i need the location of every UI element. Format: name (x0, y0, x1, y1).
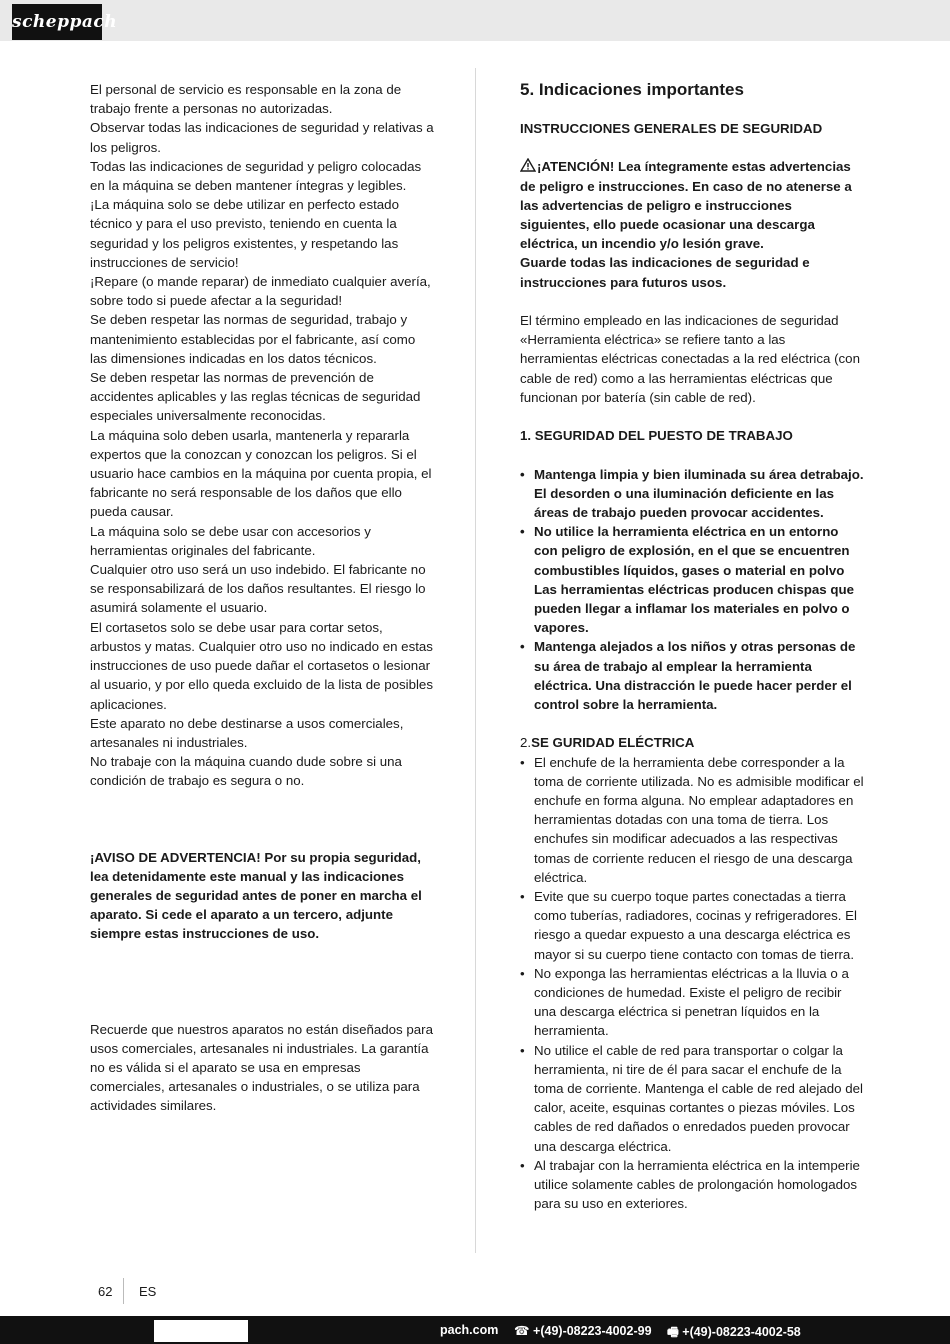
page-number: 62 (98, 1284, 113, 1299)
paragraph: Observar todas las indicaciones de seguridad y relativas a los peligros. (90, 120, 434, 155)
list-item (520, 887, 865, 964)
bullet-icon: • (520, 1042, 525, 1058)
warning-triangle-icon (520, 158, 536, 172)
list-item (520, 522, 865, 637)
spacer (90, 944, 435, 1001)
paragraph: Se deben respetar las normas de seguridad, trabajo y mantenimiento establecidas por el fabricante, así como las dimensiones indicadas en los datos técnicos. (90, 312, 416, 366)
phone-number: ☎ +(49)-08223-4002-99 (514, 1324, 652, 1338)
bullet-icon: • (520, 1157, 525, 1173)
attention-notice (520, 157, 865, 253)
paragraph: La máquina solo se debe usar con accesorios y herramientas originales del fabricante. (90, 523, 371, 558)
bullet-icon: • (520, 965, 525, 981)
commercial-use-notice: Recuerde que nuestros aparatos no están diseñados para usos comerciales, artesanales ni industriales. La garantía no es válida si el aparato se usa en empresas comerciales, artesanales o industriales, o se utiliza para actividades similares. (90, 1021, 433, 1114)
list-item (520, 964, 865, 1041)
paragraph: Todas las indicaciones de seguridad y peligro colocadas en la máquina se deben mantener íntegras y legibles. (90, 158, 422, 194)
spacer (90, 791, 435, 848)
section-title: 5. Indicaciones importantes (520, 80, 744, 99)
spacer (520, 445, 865, 464)
website-link[interactable]: pach.com (440, 1323, 499, 1337)
fax-number: 🖷 +(49)-08223-4002-58 (667, 1325, 801, 1339)
electrical-safety-heading (520, 733, 865, 752)
general-safety-heading: INSTRUCCIONES GENERALES DE SEGURIDAD (520, 121, 823, 136)
bullet-icon: • (520, 754, 525, 770)
workplace-safety-heading: 1. SEGURIDAD DEL PUESTO DE TRABAJO (520, 428, 793, 444)
bullet-icon: • (520, 889, 525, 905)
scheppach-logo: scheppach (12, 4, 102, 40)
list-item-text: Evite que su cuerpo toque partes conectadas a tierra como tuberías, radiadores, cocinas y refrigeradores. El riesgo a quedar expuesto a una descarga eléctrica es mayor si su cuerpo tiene contacto con tomas de tierra. (534, 889, 857, 962)
column-divider (475, 68, 476, 1253)
keep-instructions-notice: Guarde todas las indicaciones de seguridad e instrucciones para futuros usos. (520, 255, 810, 290)
header-bar (0, 0, 950, 41)
language-code: ES (139, 1284, 157, 1299)
spacer (520, 292, 865, 311)
bullet-icon: • (520, 524, 525, 540)
heading-number: 2. (520, 735, 532, 751)
term-definition: El término empleado en las indicaciones de seguridad «Herramienta eléctrica» se refiere tanto a las herramientas eléctricas conectadas a la red eléctrica (con cable de red) como a las herramientas eléctricas que funcionan por batería (sin cable de red). (520, 313, 860, 405)
spacer (520, 714, 865, 733)
spacer (520, 407, 865, 426)
paragraph: ¡La máquina solo se debe utilizar en perfecto estado técnico y para el uso previsto, teniendo en cuenta la seguridad y los peligros existentes, y respetando las instrucciones de servicio! (90, 197, 399, 270)
paragraph: El cortasetos solo se debe usar para cortar setos, arbustos y matas. Cualquier otro uso no indicado en estas instrucciones de uso puede dañar el cortasetos o lesionar al usuario, y por ello queda excluido de la lista de posibles aplicaciones. (90, 619, 433, 712)
bullet-icon: • (520, 639, 525, 655)
paragraph: ¡Repare (o mande reparar) de inmediato cualquier avería, sobre todo si puede afectar a la seguridad! (90, 274, 431, 309)
list-item (520, 1156, 865, 1214)
right-column (520, 80, 865, 1214)
warning-notice: ¡AVISO DE ADVERTENCIA! Por su propia seguridad, lea detenidamente este manual y las indicaciones generales de seguridad antes de poner en marcha el aparato. Si cede el aparato a un tercero, adjunte siempre estas instrucciones de uso. (90, 849, 422, 942)
list-item-text: Mantenga limpia y bien iluminada su área detrabajo. El desorden o una iluminación deficiente en las áreas de trabajo pueden provocar accidentes. (534, 466, 864, 520)
list-item-text: Mantenga alejados a los niños y otras personas de su área de trabajo al emplear la herramienta eléctrica. Una distracción le puede hacer perder el control sobre la herramienta. (534, 639, 856, 713)
left-column (90, 80, 435, 1116)
spacer (520, 138, 865, 157)
attention-text: ¡ATENCIÓN! Lea íntegramente estas advertencias de peligro e instrucciones. En caso de no atenerse a las advertencias de peligro e instrucciones siguientes, ello puede ocasionar una descarga eléctrica, un incendio y/o lesión grave. (520, 159, 852, 252)
list-item (520, 753, 865, 887)
list-item-text: No exponga las herramientas eléctricas a la lluvia o a condiciones de humedad. Existe el peligro de recibir una descarga eléctrica si penetran líquidos en la herramienta. (534, 965, 849, 1039)
list-item (520, 637, 865, 714)
list-item-text: No utilice el cable de red para transportar o colgar la herramienta, ni tire de él para sacar el enchufe de la toma de corriente. Mantenga el cable de red alejado del calor, aceite, esquinas cortantes o piezas móviles. Los cables de red dañados o enredados pueden provocar una descarga eléctrica. (534, 1042, 863, 1154)
electrical-safety-list (520, 753, 865, 1214)
heading-text: SE GURIDAD ELÉCTRICA (531, 735, 695, 751)
spacer (90, 1001, 435, 1020)
page-number-divider (123, 1278, 124, 1304)
paragraph: No trabaje con la máquina cuando dude sobre si una condición de trabajo es segura o no. (90, 754, 402, 789)
list-item (520, 465, 865, 523)
footer-white-box (154, 1320, 248, 1342)
list-item-text: Al trabajar con la herramienta eléctrica en la intemperie utilice solamente cables de prolongación homologados para su uso en exteriores. (534, 1157, 860, 1212)
workplace-safety-list (520, 465, 865, 715)
list-item-text: No utilice la herramienta eléctrica en un entorno con peligro de explosión, en el que se encuentren combustibles líquidos, gases o material en polvo Las herramientas eléctricas producen chispas que pueden llegar a inflamar los materiales en polvo o vapores. (534, 524, 854, 636)
spacer (520, 100, 865, 119)
paragraph: Cualquier otro uso será un uso indebido. El fabricante no se responsabilizará de los daños resultantes. El riesgo lo asumirá solamente el usuario. (90, 562, 426, 616)
list-item (520, 1041, 865, 1156)
paragraph: El personal de servicio es responsable en la zona de trabajo frente a personas no autorizadas. (90, 82, 402, 117)
bullet-icon: • (520, 466, 525, 482)
paragraph: Se deben respetar las normas de prevención de accidentes aplicables y las reglas técnicas de seguridad especiales universalmente reconocidas. (90, 370, 421, 424)
list-item-text: El enchufe de la herramienta debe corresponder a la toma de corriente utilizada. No es admisible modificar el enchufe en forma alguna. No emplear adaptadores en herramientas dotadas con una toma de tierra. Los enchufes sin modificar adecuados a las respectivas tomas de corriente reducen el riesgo de una descarga eléctrica. (534, 754, 864, 885)
paragraph: Este aparato no debe destinarse a usos comerciales, artesanales ni industriales. (90, 715, 404, 750)
footer-bar (0, 1316, 950, 1344)
paragraph: La máquina solo deben usarla, mantenerla y repararla expertos que la conozcan y conozcan los peligros. Si el usuario hace cambios en la máquina por cuenta propia, el fabricante no será responsable de los daños que ello pueda causar. (90, 427, 432, 520)
